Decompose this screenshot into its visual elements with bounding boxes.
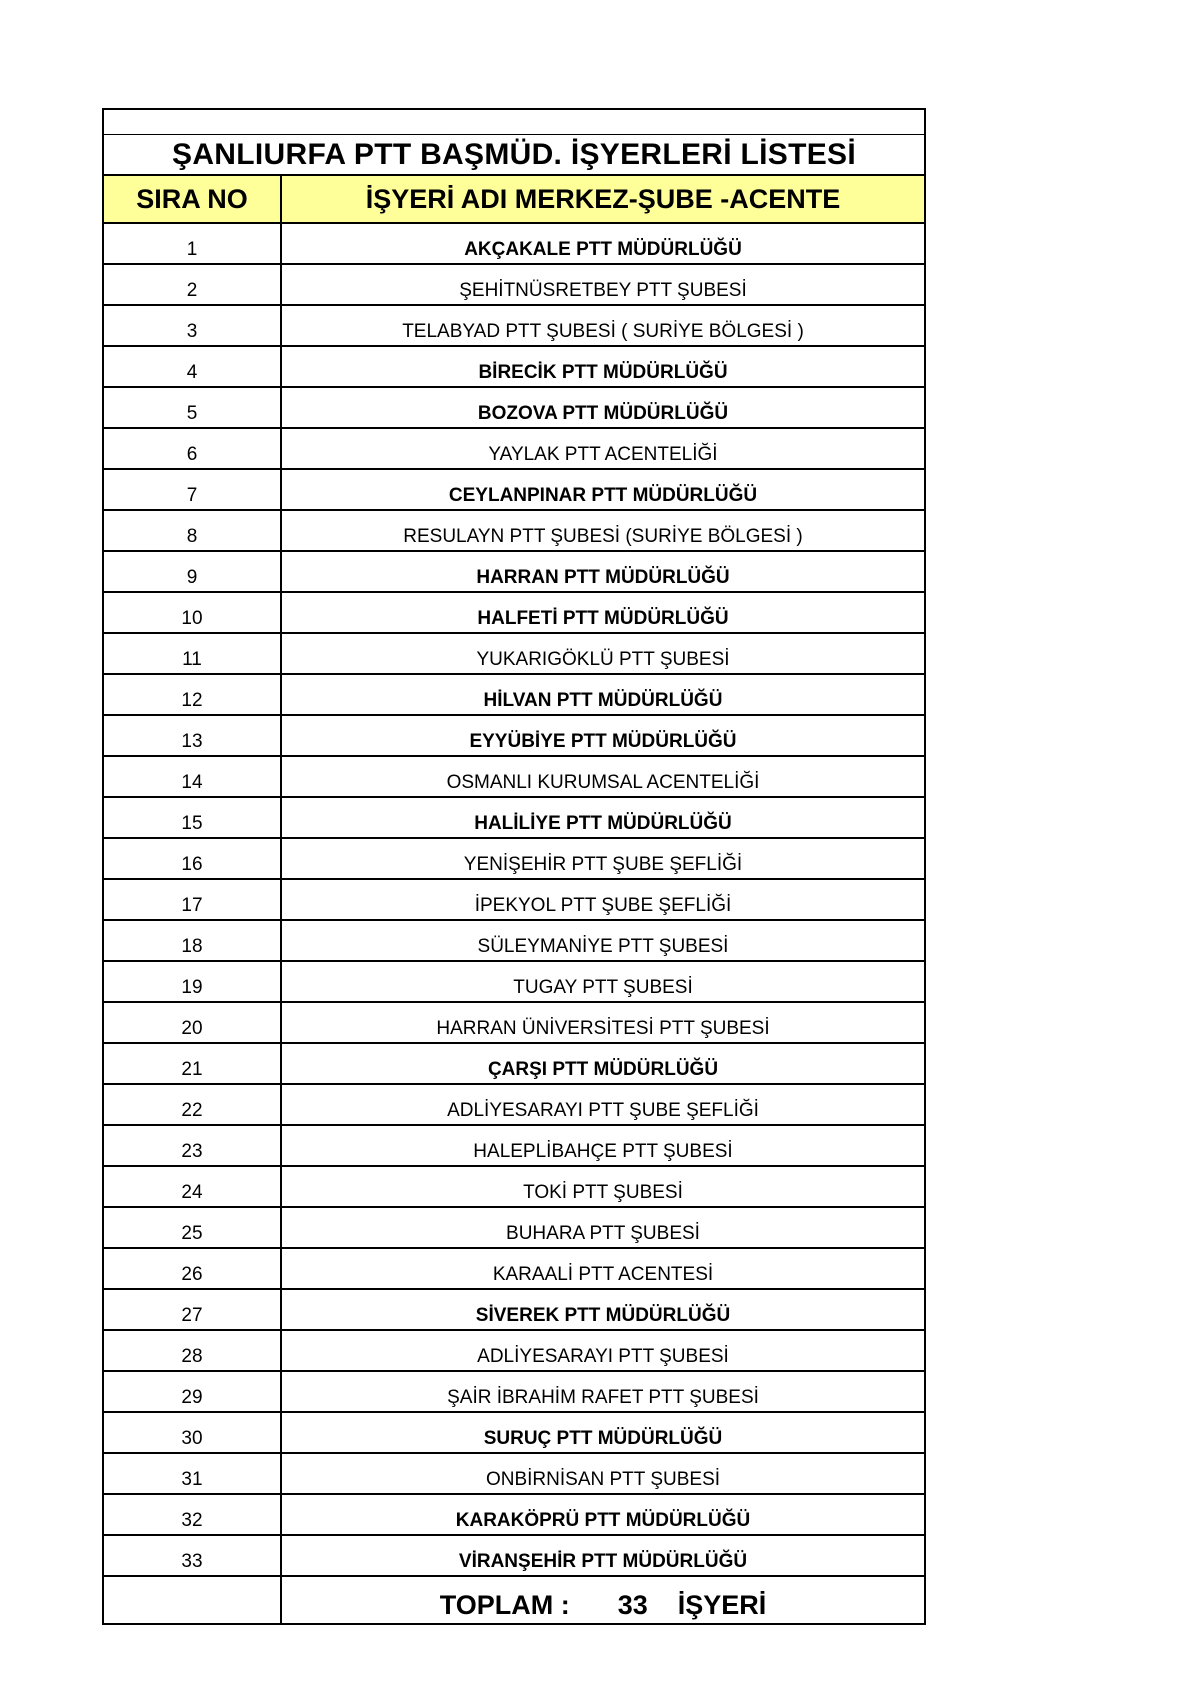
row-number: 23 xyxy=(104,1126,282,1165)
row-workplace-name: HİLVAN PTT MÜDÜRLÜĞÜ xyxy=(483,690,723,711)
row-number: 33 xyxy=(104,1536,282,1575)
table-row xyxy=(104,1249,924,1290)
table-row xyxy=(104,1454,924,1495)
row-workplace-name: ADLİYESARAYI PTT ŞUBESİ xyxy=(477,1346,729,1367)
row-workplace-name: SİVEREK PTT MÜDÜRLÜĞÜ xyxy=(475,1305,731,1326)
row-number: 26 xyxy=(104,1249,282,1288)
row-workplace-name: BİRECİK PTT MÜDÜRLÜĞÜ xyxy=(478,362,728,383)
row-number: 1 xyxy=(104,224,282,263)
table-row xyxy=(104,1536,924,1577)
table-row xyxy=(104,1085,924,1126)
table-row xyxy=(104,716,924,757)
table-row xyxy=(104,593,924,634)
table-row xyxy=(104,798,924,839)
row-number: 3 xyxy=(104,306,282,345)
row-workplace-name: RESULAYN PTT ŞUBESİ (SURİYE BÖLGESİ ) xyxy=(403,526,803,547)
row-workplace-name: HALİLİYE PTT MÜDÜRLÜĞÜ xyxy=(474,813,732,834)
table-row xyxy=(104,757,924,798)
row-number: 2 xyxy=(104,265,282,304)
row-workplace-name: HALFETİ PTT MÜDÜRLÜĞÜ xyxy=(477,608,729,629)
row-workplace-name: HARRAN PTT MÜDÜRLÜĞÜ xyxy=(476,567,730,588)
table-row xyxy=(104,880,924,921)
total-empty-cell xyxy=(104,1577,282,1623)
row-number: 32 xyxy=(104,1495,282,1534)
table-row xyxy=(104,1413,924,1454)
table-row xyxy=(104,1044,924,1085)
row-number: 31 xyxy=(104,1454,282,1493)
row-workplace-name: HARRAN ÜNİVERSİTESİ PTT ŞUBESİ xyxy=(436,1018,770,1039)
row-workplace-name: ONBİRNİSAN PTT ŞUBESİ xyxy=(485,1469,721,1490)
row-number: 25 xyxy=(104,1208,282,1247)
table-row xyxy=(104,634,924,675)
row-number: 15 xyxy=(104,798,282,837)
table-row xyxy=(104,1372,924,1413)
row-workplace-name: AKÇAKALE PTT MÜDÜRLÜĞÜ xyxy=(464,239,742,260)
table-row xyxy=(104,1495,924,1536)
table-row xyxy=(104,675,924,716)
table-row xyxy=(104,1003,924,1044)
row-workplace-name: YUKARIGÖKLÜ PTT ŞUBESİ xyxy=(476,649,730,670)
row-workplace-name: TUGAY PTT ŞUBESİ xyxy=(513,977,693,998)
table-row xyxy=(104,1331,924,1372)
row-number: 11 xyxy=(104,634,282,673)
table-row xyxy=(104,1167,924,1208)
row-workplace-name: BOZOVA PTT MÜDÜRLÜĞÜ xyxy=(477,403,729,424)
row-workplace-name: EYYÜBİYE PTT MÜDÜRLÜĞÜ xyxy=(469,731,737,752)
row-workplace-name: BUHARA PTT ŞUBESİ xyxy=(506,1223,700,1244)
row-workplace-name: TOKİ PTT ŞUBESİ xyxy=(523,1182,683,1203)
table-row xyxy=(104,1290,924,1331)
table-row xyxy=(104,265,924,306)
row-number: 4 xyxy=(104,347,282,386)
row-number: 29 xyxy=(104,1372,282,1411)
row-number: 14 xyxy=(104,757,282,796)
table-row xyxy=(104,224,924,265)
row-workplace-name: ÇARŞI PTT MÜDÜRLÜĞÜ xyxy=(487,1059,719,1080)
table-body xyxy=(104,224,924,1577)
row-number: 9 xyxy=(104,552,282,591)
row-workplace-name: ŞEHİTNÜSRETBEY PTT ŞUBESİ xyxy=(459,280,747,301)
row-workplace-name: ŞAİR İBRAHİM RAFET PTT ŞUBESİ xyxy=(447,1387,759,1408)
table-row xyxy=(104,839,924,880)
row-number: 10 xyxy=(104,593,282,632)
workplace-list-table xyxy=(102,108,926,1625)
header-sira-no: SIRA NO xyxy=(104,176,282,222)
row-workplace-name: CEYLANPINAR PTT MÜDÜRLÜĞÜ xyxy=(448,485,758,506)
row-number: 13 xyxy=(104,716,282,755)
row-number: 30 xyxy=(104,1413,282,1452)
row-number: 7 xyxy=(104,470,282,509)
row-number: 22 xyxy=(104,1085,282,1124)
row-workplace-name: TELABYAD PTT ŞUBESİ ( SURİYE BÖLGESİ ) xyxy=(402,321,804,342)
row-workplace-name: ADLİYESARAYI PTT ŞUBE ŞEFLİĞİ xyxy=(447,1100,759,1121)
row-workplace-name: SURUÇ PTT MÜDÜRLÜĞÜ xyxy=(483,1428,723,1449)
table-row xyxy=(104,962,924,1003)
row-workplace-name: OSMANLI KURUMSAL ACENTELİĞİ xyxy=(446,772,760,793)
total-cell xyxy=(282,1577,924,1623)
row-number: 6 xyxy=(104,429,282,468)
document-title: ŞANLIURFA PTT BAŞMÜD. İŞYERLERİ LİSTESİ xyxy=(104,135,924,176)
row-workplace-name: SÜLEYMANİYE PTT ŞUBESİ xyxy=(477,936,729,957)
row-number: 21 xyxy=(104,1044,282,1083)
row-workplace-name: YAYLAK PTT ACENTELİĞİ xyxy=(488,444,718,465)
table-row xyxy=(104,429,924,470)
total-label: TOPLAM : xyxy=(439,1590,570,1620)
table-row xyxy=(104,511,924,552)
row-workplace-name: HALEPLİBAHÇE PTT ŞUBESİ xyxy=(473,1141,733,1162)
table-row xyxy=(104,347,924,388)
row-number: 20 xyxy=(104,1003,282,1042)
row-number: 12 xyxy=(104,675,282,714)
row-workplace-name: YENİŞEHİR PTT ŞUBE ŞEFLİĞİ xyxy=(463,854,743,875)
total-unit: İŞYERİ xyxy=(677,1590,767,1620)
table-row xyxy=(104,388,924,429)
table-row xyxy=(104,306,924,347)
blank-top-row xyxy=(104,110,924,135)
table-header xyxy=(104,176,924,224)
row-workplace-name: KARAKÖPRÜ PTT MÜDÜRLÜĞÜ xyxy=(455,1510,751,1531)
row-number: 19 xyxy=(104,962,282,1001)
table-row xyxy=(104,470,924,511)
table-row xyxy=(104,1126,924,1167)
table-row xyxy=(104,1208,924,1249)
row-number: 24 xyxy=(104,1167,282,1206)
table-row xyxy=(104,921,924,962)
row-workplace-name: İPEKYOL PTT ŞUBE ŞEFLİĞİ xyxy=(474,895,732,916)
total-count: 33 xyxy=(617,1590,648,1620)
header-isyeri-adi: İŞYERİ ADI MERKEZ-ŞUBE -ACENTE xyxy=(365,183,841,214)
table-row xyxy=(104,552,924,593)
row-number: 18 xyxy=(104,921,282,960)
total-row xyxy=(104,1577,924,1623)
row-workplace-name: VİRANŞEHİR PTT MÜDÜRLÜĞÜ xyxy=(458,1551,748,1572)
row-number: 28 xyxy=(104,1331,282,1370)
row-number: 27 xyxy=(104,1290,282,1329)
row-number: 5 xyxy=(104,388,282,427)
row-workplace-name: KARAALİ PTT ACENTESİ xyxy=(492,1264,714,1285)
row-number: 17 xyxy=(104,880,282,919)
row-number: 8 xyxy=(104,511,282,550)
row-number: 16 xyxy=(104,839,282,878)
